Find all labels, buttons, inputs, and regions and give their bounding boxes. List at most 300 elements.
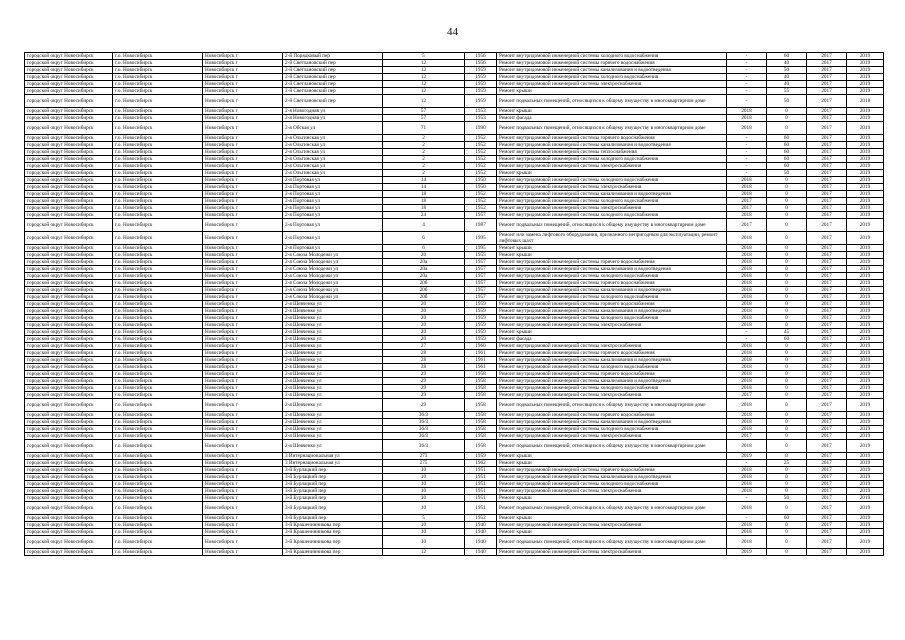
table-cell: Новосибирск г [203,474,283,481]
table-cell: 0 [767,184,807,191]
table-cell: 3 Интернациональная ул [283,460,383,467]
table-cell: Ремонт внутридомовой инженерной системы горячего водоснабжения [497,280,727,287]
table-cell: Ремонт внутридомовой инженерной системы канализования и водоотведения [497,419,727,426]
table-cell: 1950 [465,177,497,184]
table-row [25,440,884,453]
table-cell: 0 [767,502,807,515]
table-cell: Новосибирск г [203,536,283,549]
table-cell: 14 [383,184,465,191]
table-cell: 40 [767,74,807,81]
table-cell: г.о. Новосибирск [113,536,203,549]
table-cell: 1957 [465,212,497,219]
table-cell: 2019 [847,163,884,170]
table-cell: городской округ Новосибирск [25,149,113,156]
table-row [25,294,884,301]
table-cell: 1958 [465,378,497,385]
table-cell: Ремонт внутридомовой инженерной системы горячего водоснабжения [497,467,727,474]
table-row [25,392,884,399]
table-cell: 2-я Союза Молодежи ул [283,252,383,259]
table-cell: 0 [767,245,807,252]
table-cell: 2017 [727,392,767,399]
table-cell: 2018 [727,122,767,135]
table-cell: городской округ Новосибирск [25,467,113,474]
table-cell: 2019 [847,426,884,433]
table-cell: 3-й Крашенинникова пер [283,536,383,549]
table-cell: 1955 [465,252,497,259]
table-cell: Новосибирск г [203,53,283,60]
table-cell: Новосибирск г [203,294,283,301]
table-cell: 29 [383,378,465,385]
table-cell: городской округ Новосибирск [25,515,113,522]
table-cell: 12 [383,95,465,108]
table-cell: Новосибирск г [203,502,283,515]
table-cell: 1940 [465,529,497,536]
table-cell: городской округ Новосибирск [25,259,113,266]
table-cell: 2017 [807,177,847,184]
table-cell: 2019 [847,399,884,412]
table-cell: г.о. Новосибирск [113,399,203,412]
repair-schedule-table [24,52,884,556]
table-cell: 2018 [847,95,884,108]
table-cell: Новосибирск г [203,392,283,399]
table-cell: 1951 [465,481,497,488]
table-cell: 2019 [847,191,884,198]
table-cell: Новосибирск г [203,308,283,315]
table-cell: 2017 [807,419,847,426]
table-row [25,191,884,198]
table-cell: 2017 [807,522,847,529]
table-cell: 2017 [727,205,767,212]
table-cell: 0 [767,232,807,245]
table-cell: г.о. Новосибирск [113,163,203,170]
table-cell: Ремонт крыши [497,108,727,115]
table-cell: Ремонт внутридомовой инженерной системы электроснабжения [497,392,727,399]
table-cell: Новосибирск г [203,315,283,322]
table-cell: 2-я Союза Молодежи ул [283,287,383,294]
table-cell: Ремонт внутридомовой инженерной системы электроснабжения [497,205,727,212]
table-cell: городской округ Новосибирск [25,371,113,378]
table-cell: 1959 [465,329,497,336]
table-cell: 2017 [727,219,767,232]
table-cell: 1958 [465,412,497,419]
table-cell: Новосибирск г [203,156,283,163]
table-cell: 57 [383,108,465,115]
table-cell: Новосибирск г [203,322,283,329]
table-cell: Ремонт крыши [497,453,727,460]
table-cell: 2017 [807,488,847,495]
table-cell: 2017 [807,280,847,287]
table-cell: Новосибирск г [203,460,283,467]
table-cell: г.о. Новосибирск [113,287,203,294]
table-cell: Ремонт внутридомовой инженерной системы горячего водоснабжения [497,371,727,378]
table-cell: городской округ Новосибирск [25,474,113,481]
table-cell: 20 [383,301,465,308]
table-cell: г.о. Новосибирск [113,191,203,198]
table-cell: г.о. Новосибирск [113,419,203,426]
table-cell: Ремонт крыши [497,252,727,259]
table-cell: городской округ Новосибирск [25,287,113,294]
table-cell: 2017 [807,399,847,412]
table-cell: г.о. Новосибирск [113,474,203,481]
table-cell: г.о. Новосибирск [113,301,203,308]
table-cell: 2018 [727,177,767,184]
table-cell: - [727,88,767,95]
table-cell: Новосибирск г [203,481,283,488]
table-row [25,419,884,426]
table-cell: городской округ Новосибирск [25,460,113,467]
table-cell: 2019 [847,287,884,294]
table-cell: городской округ Новосибирск [25,219,113,232]
table-cell: 2017 [807,536,847,549]
table-cell: Ремонт внутридомовой инженерной системы электроснабжения [497,184,727,191]
table-cell: 2-я Шевченко ул [283,371,383,378]
table-cell: городской округ Новосибирск [25,142,113,149]
table-cell: городской округ Новосибирск [25,53,113,60]
table-cell: Ремонт внутридомовой инженерной системы канализования и водоотведения [497,378,727,385]
table-cell: 1958 [465,385,497,392]
table-cell: 1952 [465,156,497,163]
table-row [25,212,884,219]
table-cell: городской округ Новосибирск [25,212,113,219]
table-cell: 1952 [465,142,497,149]
table-cell: Новосибирск г [203,60,283,67]
table-cell: 2019 [847,378,884,385]
table-row [25,108,884,115]
table-cell: 275 [383,460,465,467]
table-cell: Ремонт внутридомовой инженерной системы холодного водоснабжения [497,177,727,184]
table-cell: 0 [767,308,807,315]
table-cell: 0 [767,392,807,399]
table-cell: 2-я Ольгинская ул [283,163,383,170]
table-cell: 2017 [807,385,847,392]
table-row [25,515,884,522]
table-cell: 1940 [465,536,497,549]
table-cell: 36/3 [383,412,465,419]
table-cell: г.о. Новосибирск [113,502,203,515]
table-cell: Новосибирск г [203,198,283,205]
table-cell: 2019 [847,474,884,481]
table-cell: 2-я Новогодняя ул [283,115,383,122]
table-cell: городской округ Новосибирск [25,440,113,453]
table-cell: городской округ Новосибирск [25,280,113,287]
table-cell: городской округ Новосибирск [25,399,113,412]
table-row [25,273,884,280]
table-cell: 2017 [807,88,847,95]
table-cell: городской округ Новосибирск [25,170,113,177]
table-cell: 0 [767,343,807,350]
table-cell: 2 [383,163,465,170]
table-cell: Новосибирск г [203,135,283,142]
table-cell: 2017 [807,371,847,378]
table-cell: Новосибирск г [203,301,283,308]
table-cell: 2018 [727,522,767,529]
table-cell: 0 [767,287,807,294]
table-row [25,343,884,350]
table-cell: Ремонт внутридомовой инженерной системы холодного водоснабжения [497,53,727,60]
table-cell: 20а [383,259,465,266]
table-cell: городской округ Новосибирск [25,529,113,536]
table-cell: 2018 [727,529,767,536]
table-cell: 2017 [807,266,847,273]
table-cell: г.о. Новосибирск [113,294,203,301]
table-cell: 2-я Шевченко ул [283,426,383,433]
table-cell: Ремонт внутридомовой инженерной системы электроснабжения [497,433,727,440]
table-cell: Новосибирск г [203,122,283,135]
table-cell: 1952 [465,205,497,212]
table-cell: 10 [383,495,465,502]
table-cell: 2019 [847,67,884,74]
table-cell: городской округ Новосибирск [25,336,113,343]
table-cell: Ремонт крыши [497,170,727,177]
table-cell: г.о. Новосибирск [113,273,203,280]
table-cell: г.о. Новосибирск [113,252,203,259]
table-cell: г.о. Новосибирск [113,212,203,219]
table-cell: 2018 [727,212,767,219]
table-cell: 1952 [465,170,497,177]
table-cell: 36/3 [383,426,465,433]
table-cell: Ремонт внутридомовой инженерной системы холодного водоснабжения [497,294,727,301]
table-row [25,378,884,385]
table-cell: 0 [767,529,807,536]
table-cell: Ремонт крыши [497,88,727,95]
table-cell: 57 [383,115,465,122]
table-cell: 20 [383,329,465,336]
table-cell: - [727,74,767,81]
table-cell: - [727,81,767,88]
table-cell: 2019 [847,259,884,266]
table-cell: 2017 [807,308,847,315]
table-cell: Ремонт внутридомовой инженерной системы холодного водоснабжения [497,426,727,433]
table-cell: городской округ Новосибирск [25,385,113,392]
table-cell: 2-я Портовая ул [283,191,383,198]
table-cell: 2019 [847,149,884,156]
table-cell: г.о. Новосибирск [113,460,203,467]
table-cell: 2018 [727,426,767,433]
table-cell: 2-я Шевченко ул [283,364,383,371]
table-cell: городской округ Новосибирск [25,252,113,259]
table-cell: г.о. Новосибирск [113,95,203,108]
table-row [25,467,884,474]
table-cell: 2019 [847,536,884,549]
table-cell: 0 [767,212,807,219]
table-row [25,522,884,529]
table-cell: Новосибирск г [203,412,283,419]
table-row [25,481,884,488]
table-cell: г.о. Новосибирск [113,488,203,495]
table-cell: г.о. Новосибирск [113,467,203,474]
table-cell: 1940 [465,549,497,556]
table-cell: г.о. Новосибирск [113,453,203,460]
table-cell: Новосибирск г [203,453,283,460]
table-cell: 2018 [727,245,767,252]
table-cell: 1956 [465,53,497,60]
table-row [25,529,884,536]
table-cell: 0 [767,122,807,135]
table-cell: Новосибирск г [203,67,283,74]
table-cell: 14 [383,177,465,184]
table-cell: Новосибирск г [203,488,283,495]
table-cell: 2018 [727,488,767,495]
table-cell: 2018 [727,273,767,280]
table-row [25,474,884,481]
table-cell: 2017 [807,232,847,245]
table-cell: 3 Интернациональная ул [283,453,383,460]
table-cell: 2017 [807,301,847,308]
table-row [25,163,884,170]
table-cell: 2017 [807,184,847,191]
table-cell: 2-й Светлановский пер [283,88,383,95]
table-cell: 2019 [847,232,884,245]
table-cell: 0 [767,440,807,453]
table-cell: - [727,142,767,149]
table-cell: Новосибирск г [203,467,283,474]
table-cell: г.о. Новосибирск [113,322,203,329]
table-cell: 0 [767,378,807,385]
table-cell: Новосибирск г [203,88,283,95]
table-cell: 2017 [807,191,847,198]
table-cell: Новосибирск г [203,357,283,364]
table-cell: г.о. Новосибирск [113,219,203,232]
table-cell: 2017 [807,315,847,322]
table-cell: Ремонт внутридомовой инженерной системы холодного водоснабжения [497,74,727,81]
table-cell: Новосибирск г [203,329,283,336]
table-cell: 3-й Крашенинникова пер [283,529,383,536]
table-cell: г.о. Новосибирск [113,433,203,440]
table-cell: г.о. Новосибирск [113,343,203,350]
table-cell: 1961 [465,350,497,357]
table-cell: 2-я Портовая ул [283,184,383,191]
table-cell: 2017 [807,74,847,81]
table-row [25,142,884,149]
table-cell: 2-я Портовая ул [283,232,383,245]
table-cell: 0 [767,219,807,232]
table-row [25,170,884,177]
table-cell: г.о. Новосибирск [113,245,203,252]
table-cell: 50 [767,495,807,502]
table-cell: 20 [383,308,465,315]
table-cell: Новосибирск г [203,163,283,170]
table-cell: 0 [767,522,807,529]
table-row [25,357,884,364]
table-cell: Новосибирск г [203,515,283,522]
table-cell: 1957 [465,266,497,273]
table-row [25,81,884,88]
table-cell: 0 [767,115,807,122]
table-cell: 2019 [847,294,884,301]
table-cell: 2019 [847,385,884,392]
table-row [25,149,884,156]
table-cell: 2017 [807,329,847,336]
table-cell: 0 [767,371,807,378]
table-cell: 1952 [465,515,497,522]
table-cell: 1952 [465,149,497,156]
table-cell: 2019 [847,350,884,357]
table-cell: 1959 [465,301,497,308]
table-cell: - [727,60,767,67]
table-row [25,301,884,308]
table-cell: городской округ Новосибирск [25,184,113,191]
table-cell: 2018 [727,287,767,294]
table-row [25,488,884,495]
table-cell: 2019 [847,433,884,440]
table-cell: городской округ Новосибирск [25,74,113,81]
table-cell: 1957 [465,280,497,287]
table-cell: городской округ Новосибирск [25,343,113,350]
table-cell: г.о. Новосибирск [113,177,203,184]
table-cell: 0 [767,315,807,322]
table-cell: Новосибирск г [203,350,283,357]
table-cell: Ремонт внутридомовой инженерной системы холодного водоснабжения [497,273,727,280]
table-cell: 2019 [847,322,884,329]
table-cell: - [727,329,767,336]
table-cell: 2019 [847,115,884,122]
table-cell: 3-й Бурлацкий пер [283,515,383,522]
table-cell: 2-я Шевченко ул [283,392,383,399]
table-cell: 2017 [807,357,847,364]
table-cell: Ремонт внутридомовой инженерной системы канализования и водоотведения [497,308,727,315]
table-cell: 2-я Ольгинская ул [283,135,383,142]
table-cell: 2-я Союза Молодежи ул [283,280,383,287]
table-cell: Новосибирск г [203,212,283,219]
table-cell: 29 [383,385,465,392]
table-row [25,308,884,315]
table-cell: г.о. Новосибирск [113,184,203,191]
table-cell: 2-я Союза Молодежи ул [283,266,383,273]
table-cell: 2-я Шевченко ул [283,378,383,385]
table-cell: 2018 [727,252,767,259]
table-cell: городской округ Новосибирск [25,273,113,280]
table-cell: 2017 [807,549,847,556]
table-cell: 1957 [465,287,497,294]
table-row [25,460,884,467]
table-cell: 36/3 [383,419,465,426]
table-cell: 2017 [807,392,847,399]
table-cell: Новосибирск г [203,266,283,273]
table-cell: 12 [383,81,465,88]
table-cell: г.о. Новосибирск [113,315,203,322]
table-cell: 1957 [465,294,497,301]
table-cell: 2-я Портовая ул [283,245,383,252]
table-cell: 2-й Светлановский пер [283,67,383,74]
table-cell: Новосибирск г [203,549,283,556]
table-cell: 2017 [807,336,847,343]
table-cell: 1940 [465,522,497,529]
table-cell: Новосибирск г [203,149,283,156]
table-cell: 2017 [807,219,847,232]
table-cell: 20б [383,280,465,287]
table-cell: 2018 [727,232,767,245]
table-cell: - [727,515,767,522]
table-row [25,74,884,81]
table-cell: городской округ Новосибирск [25,522,113,529]
table-cell: Ремонт подвальных помещений, относящихся к общему имуществу в многоквартирном доме [497,95,727,108]
table-cell: 1952 [465,198,497,205]
table-cell: г.о. Новосибирск [113,364,203,371]
table-cell: 2017 [807,252,847,259]
table-row [25,371,884,378]
table-cell: 2017 [807,343,847,350]
table-cell: Ремонт внутридомовой инженерной системы горячего водоснабжения [497,301,727,308]
table-cell: городской округ Новосибирск [25,81,113,88]
table-cell: 2017 [807,460,847,467]
table-cell: 3-й Крашенинникова пер [283,549,383,556]
table-cell: 2-я Ольгинская ул [283,142,383,149]
table-cell: 2-я Портовая ул [283,212,383,219]
table-cell: 273 [383,453,465,460]
table-cell: 0 [767,177,807,184]
table-cell: 2019 [847,301,884,308]
table-cell: г.о. Новосибирск [113,385,203,392]
